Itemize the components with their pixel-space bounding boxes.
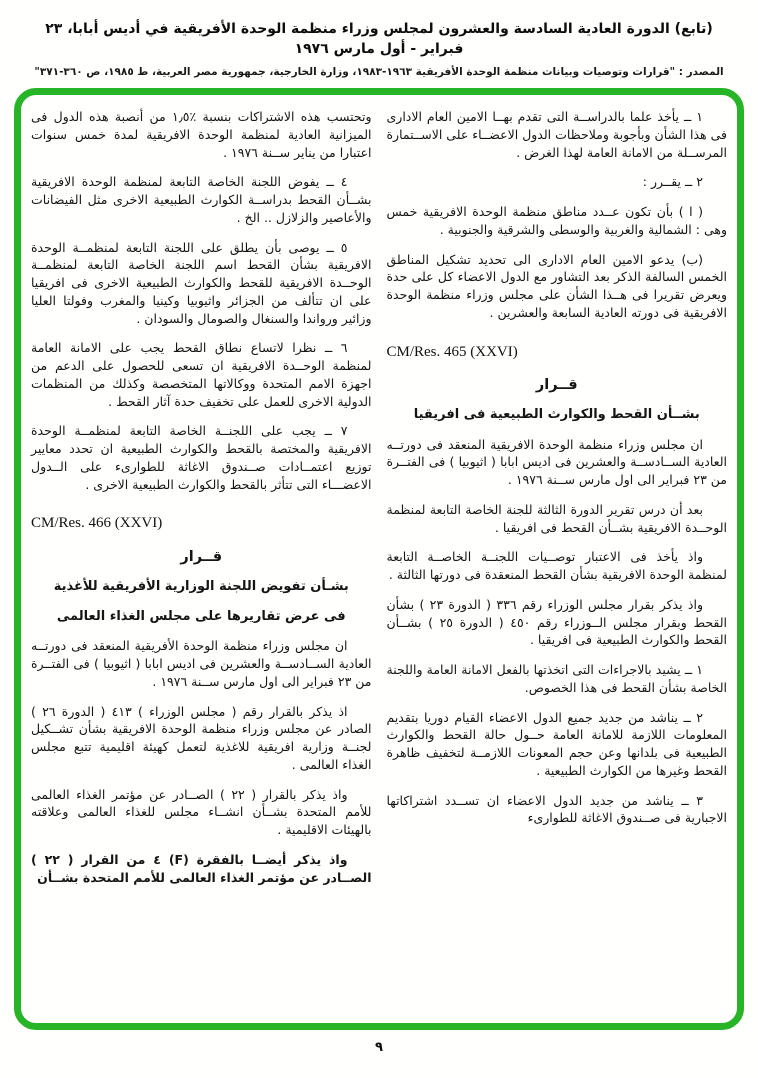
paragraph: ١ ــ يشيد بالاجراءات التى اتخذتها بالفعل الامانة العامة واللجنة الخاصة بشأن القحط فى هذا الخصوص.	[386, 662, 727, 695]
paragraph: ٦ ــ نظرا لاتساع نطاق القحط يجب على الامانة العامة لمنظمة الوحــدة الافريقية ان تسعى للحصول على الدعم من اجهزة الامم المتحدة ووكالاتها المتخصصة وكذلك من المنظمات الدولية الاخرى للعمل على تخفيف حدة آثار القحط .	[31, 340, 372, 409]
resolution-subject: بشــأن القحط والكوارث الطبيعية فى افريقيا	[413, 407, 700, 423]
page-number: ٩	[375, 1040, 383, 1055]
content-border-box	[14, 88, 744, 1030]
paragraph: وتحتسب هذه الاشتراكات بنسبة ٪١٫٥ من أنصبة هذه الدول فى الميزانية العادية لمنظمة الوحدة الافريقية لمدة خمس سنوات اعتبارا من يناير ســنة ١٩٧٦ .	[31, 109, 372, 160]
resolution-subject: بشـأن تفويض اللجنة الوزارية الأفريقية للأغذية	[53, 579, 349, 595]
paragraph: ان مجلس وزراء منظمة الوحدة الأفريقية المنعقد فى دورتــه العادية الســادســة والعشرين فى اديس ابابا ( اثيوبيا ) فى الفتــرة من ٢٣ فبراير الى اول مارس ســنة ١٩٧٦ .	[31, 638, 372, 689]
resolution-number: CM/Res. 465 (XXVI)	[386, 343, 518, 360]
paragraph: ١ ــ يأخذ علما بالدراســة التى تقدم بهــا الامين العام الادارى فى هذا الشأن وبأجوبة وملاحظات الدول الاعضــاء على الاســتمارة المرســلة من الامانة العامة لهذا الغرض .	[386, 109, 727, 160]
resolution-subject: فى عرض تقاريرها على مجلس الغذاء العالمى	[56, 609, 346, 625]
paragraph: واذ يذكر أيضــا بالفقرة (F) ٤ من القرار ( ٢٢ ) الصــادر عن مؤتمر الغذاء العالمى للأمم المتحدة بشــأن	[31, 851, 372, 885]
paragraph: ٢ ــ يناشد من جديد جميع الدول الاعضاء القيام دوريا بتقديم المعلومات اللازمة للامانة العامة حــول حالة القحط والكوارث الطبيعية فى بلدانها وعن حجم المعونات اللازمــة لتخفيف ظاهرة القحط وغيرها من الكوارث الطبيعية .	[386, 709, 727, 778]
resolution-heading: قــرار	[535, 376, 578, 393]
paragraph: ٢ ــ يقــرر :	[642, 174, 703, 190]
paragraph: واذ يأخذ فى الاعتبار توصــيات اللجنــة الخاصــة التابعة لمنظمة الوحدة الافريقية بشأن القحط المنعقدة فى دورتها الثالثة .	[386, 549, 727, 583]
paragraph: (ب) يدعو الامين العام الادارى الى تحديد تشكيل المناطق الخمس السالفة الذكر بعد التشاور مع الدول الاعضاء كل على حدة ويعرض تقريرا فى هــذا الشأن على مجلس وزراء منظمة الوحدة الافريقية فى دورته العادية السابعة والعشرين .	[386, 251, 727, 320]
resolution-heading: قــرار	[180, 548, 223, 565]
paragraph: ٥ ــ يوصى بأن يطلق على اللجنة التابعة لمنظمــة الوحدة الافريقية بشأن القحط اسم اللجنة الخاصة التابعة لمنظمــة الوحــدة الافريقية للقحط والكوارث الطبيعية الاخرى فى افريقيا على ان تتألف من الجزائر واثيوبيا وكينيا والمغرب وفولتا العليا وزائير ورواندا والسنغال والصومال والسودان .	[31, 239, 372, 326]
paragraph: اذ يذكر بالقرار رقم ( مجلس الوزراء ) ٤١٣ ( الدورة ٢٦ ) الصادر عن مجلس وزراء منظمة الوحدة الافريقية بشأن تشــكيل لجنــة وزارية افريقية للاغذية لتعمل كهيئة اقليمية تتبع مجلس الغذاء العالمى .	[31, 703, 372, 772]
session-title: (تابع) الدورة العادية السادسة والعشرون لمجلس وزراء منظمة الوحدة الأفريقية في أديس أبابا، ٢٣ فبراير - أول مارس ١٩٧٦	[45, 21, 713, 57]
column-right	[387, 108, 728, 1015]
paragraph: ( ا ) بأن تكون عــدد مناطق منظمة الوحدة الافريقية خمس وهى : الشمالية والغربية والوسطى والشرقية والجنوبية .	[386, 204, 727, 237]
document-header	[28, 20, 730, 78]
paragraph: ان مجلس وزراء منظمة الوحدة الافريقية المنعقد فى دورتــه العادية الســادســة والعشرين فى اديس ابابا ( اثيوبيا ) فى الفتــرة من ٢٣ فبراير الى اول مارس ســنة ١٩٧٦ .	[386, 436, 727, 488]
column-left	[31, 108, 372, 1015]
resolution-number: CM/Res. 466 (XXVI)	[31, 515, 163, 532]
paragraph: واذ يذكر بالقرار ( ٢٢ ) الصــادر عن مؤتمر الغذاء العالمى للأمم المتحدة بشــأن انشــاء مجلس للغذاء العالمى وعلاقته بالهيئات الاقليمية .	[31, 786, 372, 838]
paragraph: ٧ ــ يجب على اللجنــة الخاصة التابعة لمنظمــة الوحدة الافريقية والمختصة بالقحط والكوارث الطبيعية ان تحدد معايير توزيع اعتمــادات صــندوق الاغاثة للطوارىء على الــدول الاعضـــاء التى تتأثر بالقحط والكوارث الطبيعية الاخرى .	[31, 423, 372, 492]
paragraph: واذ يذكر بقرار مجلس الوزراء رقم ٣٣٦ ( الدورة ٢٣ ) بشأن القحط وبقرار مجلس الــوزراء رقم ٤٥٠ ( الدورة ٢٥ ) بشــأن القحط والكوارث الطبيعية فى افريقيا .	[386, 596, 727, 648]
paragraph: بعد أن درس تقرير الدورة الثالثة للجنة الخاصة التابعة لمنظمة الوحــدة الافريقية بشــأن القحط فى افريقيا .	[386, 501, 727, 535]
source-citation: المصدر : "قرارات وتوصيات وبيانات منظمة الوحدة الأفريقية ١٩٦٣-١٩٨٣، وزارة الخارجية، جمهورية مصر العربية، ط ١٩٨٥، ص ٣٦٠-٣٧١"	[34, 66, 724, 79]
paragraph: ٤ ــ يفوض اللجنة الخاصة التابعة لمنظمة الوحدة الافريقية بشــأن القحط بدراســة الكوارث الطبيعية الاخرى مثل الفيضانات والأعاصير والزلازل .. الخ .	[31, 174, 372, 225]
paragraph: ٣ ــ يناشد من جديد الدول الاعضاء ان تســدد اشتراكاتها الاجبارية فى صــندوق الاغاثة للطوارىء	[386, 792, 727, 826]
